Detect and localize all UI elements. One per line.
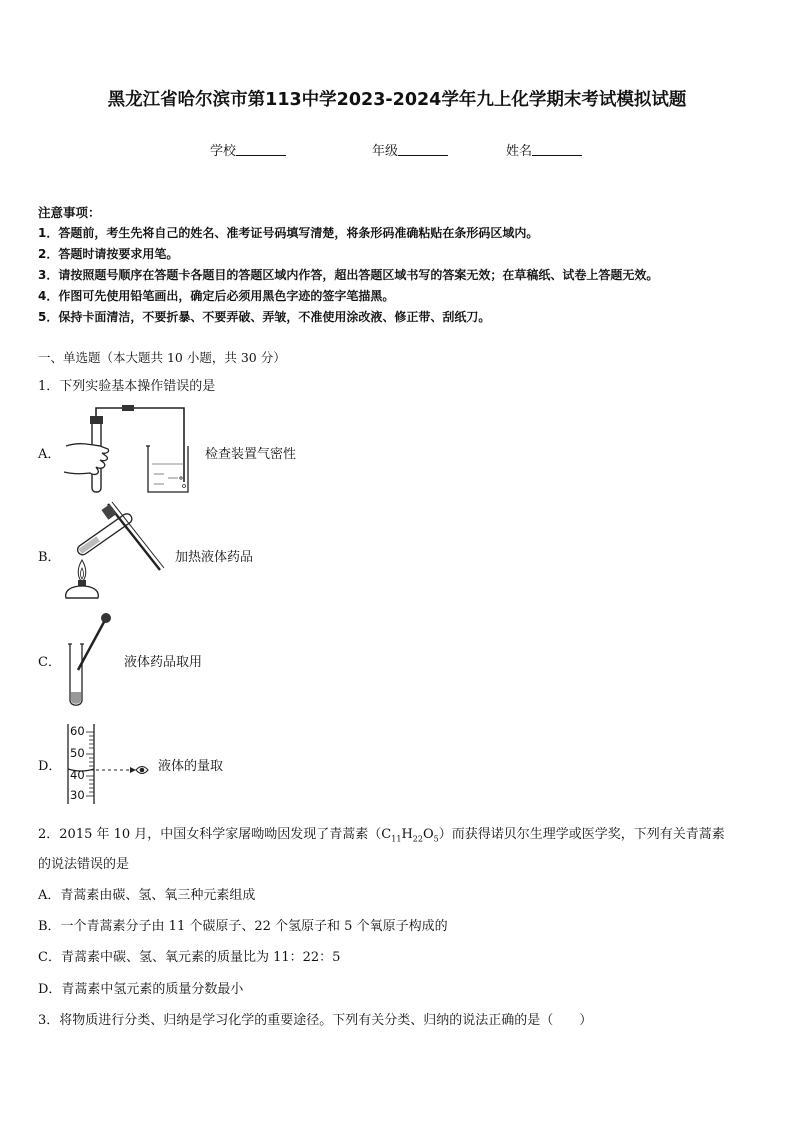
tick-label-40: 40 (70, 768, 85, 782)
question-2-stem (38, 823, 725, 844)
q2-sub-oxygen: 5 (433, 834, 439, 844)
school-blank (236, 142, 286, 156)
notice-item: 5．保持卡面清洁，不要折暴、不要弄破、弄皱，不准使用涂改液、修正带、刮纸刀。 (38, 310, 491, 324)
option-a-letter: A． (38, 447, 61, 462)
q2-stem-part-a: 2．2015 年 10 月，中国女科学家屠呦呦因发现了青蒿素（C (38, 827, 392, 842)
notice-item: 2．答题时请按要求用笔。 (38, 247, 179, 261)
grade-blank (398, 142, 448, 156)
page-title: 黑龙江省哈尔滨市第113中学2023-2024学年九上化学期末考试模拟试题 (107, 90, 687, 110)
q2-h: H (401, 827, 413, 842)
q2-option-d: D．青蒿素中氢元素的质量分数最小 (38, 982, 244, 997)
liquid-dropper-figure (64, 610, 114, 710)
question-1-stem: 1．下列实验基本操作错误的是 (38, 379, 216, 394)
school-label: 学校 (210, 144, 237, 159)
notice-item: 4．作图可先使用铅笔画出，确定后必须用黑色字迹的签字笔描黑。 (38, 289, 395, 303)
option-a-caption: 检查装置气密性 (205, 447, 297, 462)
q2-o: O (422, 827, 434, 842)
tick-label-30: 30 (70, 788, 85, 802)
q2-option-a: A．青蒿素由碳、氢、氧三种元素组成 (38, 888, 256, 903)
option-b-caption: 加热液体药品 (175, 550, 254, 565)
option-d-letter: D． (38, 759, 62, 774)
tick-label-50: 50 (70, 746, 85, 760)
name-label: 姓名 (506, 144, 533, 159)
q2-option-b: B．一个青蒿素分子由 11 个碳原子、22 个氢原子和 5 个氧原子构成的 (38, 919, 448, 934)
question-3-stem: 3．将物质进行分类、归纳是学习化学的重要途径。下列有关分类、归纳的说法正确的是（ ） (38, 1013, 593, 1028)
airtightness-check-figure (60, 404, 195, 496)
q2-sub-hydrogen: 22 (412, 834, 423, 844)
grade-label: 年级 (372, 144, 399, 159)
q2-sub-carbon: 11 (391, 834, 402, 844)
question-2-stem-cont: 的说法错误的是 (38, 857, 130, 872)
option-d-caption: 液体的量取 (158, 759, 224, 774)
tick-label-60: 60 (70, 724, 85, 738)
name-field (506, 140, 582, 159)
option-c-letter: C． (38, 655, 61, 670)
heating-liquid-figure (60, 500, 170, 604)
notice-item: 1．答题前，考生先将自己的姓名、准考证号码填写清楚，将条形码准确粘贴在条形码区域内。 (38, 226, 539, 240)
q2-option-c: C．青蒿素中碳、氢、氧元素的质量比为 11：22：5 (38, 950, 341, 965)
option-b-letter: B． (38, 550, 61, 565)
grade-field (372, 140, 448, 159)
notice-heading: 注意事项： (38, 205, 101, 220)
q2-stem-part-b: ）而获得诺贝尔生理学或医学奖，下列有关青蒿素 (438, 827, 725, 842)
name-blank (532, 142, 582, 156)
notice-item: 3．请按照题号顺序在答题卡各题目的答题区域内作答，超出答题区域书写的答案无效；在草稿纸、试卷上答题无效。 (38, 268, 659, 282)
option-c-caption: 液体药品取用 (124, 655, 203, 670)
school-field (210, 140, 286, 159)
section-heading: 一、单选题（本大题共 10 小题，共 30 分） (38, 350, 286, 365)
